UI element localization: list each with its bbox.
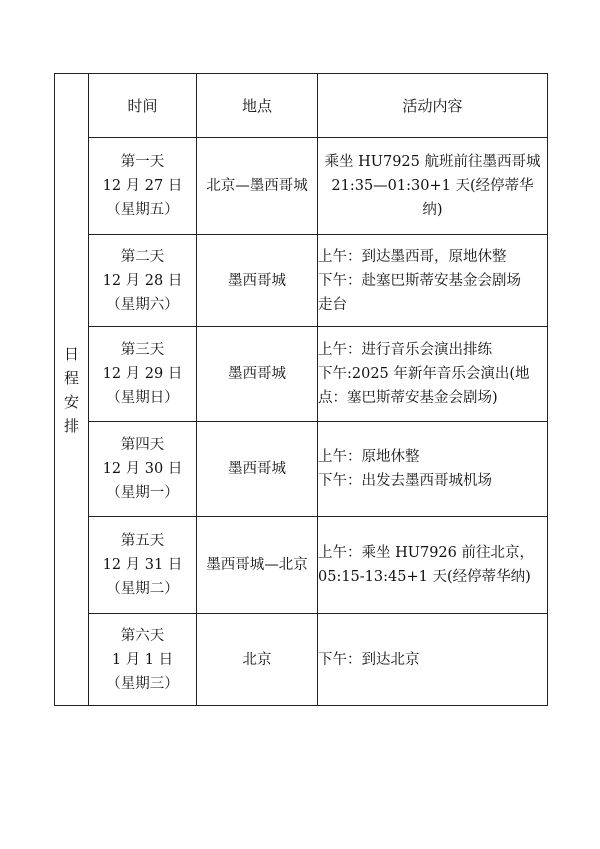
place-cell: 墨西哥城 xyxy=(197,422,318,517)
day-date: 12 月 31 日 xyxy=(102,557,183,573)
day-weekday: （星期二） xyxy=(106,581,179,597)
day-weekday: （星期五） xyxy=(106,202,179,218)
activity-line: 乘坐 HU7925 航班前往墨西哥城 xyxy=(324,154,541,170)
day-number: 第六天 xyxy=(120,627,165,644)
day-cell xyxy=(89,327,197,422)
place-cell: 墨西哥城—北京 xyxy=(197,517,318,614)
day-date: 12 月 30 日 xyxy=(102,461,183,477)
table-row xyxy=(55,138,548,235)
day-date: 12 月 27 日 xyxy=(102,178,183,194)
activity-cell xyxy=(318,517,548,614)
activity-cell xyxy=(318,327,548,422)
day-cell xyxy=(89,235,197,327)
day-date: 1 月 1 日 xyxy=(111,651,174,668)
table-row xyxy=(55,327,548,422)
day-cell xyxy=(89,138,197,235)
day-number: 第三天 xyxy=(120,342,165,358)
day-date: 12 月 28 日 xyxy=(102,272,183,289)
day-cell xyxy=(89,422,197,517)
header-row xyxy=(55,74,548,138)
place-cell: 北京 xyxy=(197,614,318,706)
activity-line: 下午：赴塞巴斯蒂安基金会剧场 xyxy=(318,272,521,289)
day-number: 第二天 xyxy=(120,248,165,265)
activity-line: 纳) xyxy=(422,202,443,218)
activity-line: 下午：到达北京 xyxy=(318,651,420,668)
header-activity: 活动内容 xyxy=(318,74,548,138)
activity-cell xyxy=(318,422,548,517)
table-row xyxy=(55,517,548,614)
activity-line: 上午：原地休整 xyxy=(318,449,420,465)
table-row xyxy=(55,235,548,327)
day-weekday: （星期日） xyxy=(106,390,179,406)
header-time: 时间 xyxy=(89,74,197,138)
place-cell: 墨西哥城 xyxy=(197,235,318,327)
day-cell xyxy=(89,517,197,614)
activity-line: 上午：乘坐 HU7926 前往北京， xyxy=(318,545,534,561)
activity-line: 走台 xyxy=(318,296,347,313)
activity-line: 下午：出发去墨西哥城机场 xyxy=(318,473,492,489)
activity-line: 05:15-13:45+1 天(经停蒂华纳) xyxy=(318,569,531,585)
day-weekday: （星期三） xyxy=(106,675,179,692)
day-number: 第五天 xyxy=(120,533,165,549)
table-row xyxy=(55,422,548,517)
schedule-side-label: 日程安排 xyxy=(63,344,79,435)
activity-cell xyxy=(318,138,548,235)
itinerary-table xyxy=(54,73,548,706)
day-number: 第一天 xyxy=(120,154,165,170)
activity-cell xyxy=(318,614,548,706)
table-row xyxy=(55,614,548,706)
day-date: 12 月 29 日 xyxy=(102,366,183,382)
activity-line: 下午:2025 年新年音乐会演出(地 xyxy=(318,366,530,382)
schedule-side-label-cell xyxy=(55,74,89,706)
day-weekday: （星期六） xyxy=(106,296,179,313)
day-weekday: （星期一） xyxy=(106,485,179,501)
activity-line: 上午：到达墨西哥，原地休整 xyxy=(318,248,507,265)
day-cell xyxy=(89,614,197,706)
activity-line: 上午：进行音乐会演出排练 xyxy=(318,342,492,358)
day-number: 第四天 xyxy=(120,437,165,453)
header-place: 地点 xyxy=(197,74,318,138)
activity-line: 21:35—01:30+1 天(经停蒂华 xyxy=(331,178,534,194)
activity-cell xyxy=(318,235,548,327)
place-cell: 北京—墨西哥城 xyxy=(197,138,318,235)
activity-line: 点：塞巴斯蒂安基金会剧场) xyxy=(318,390,498,406)
place-cell: 墨西哥城 xyxy=(197,327,318,422)
